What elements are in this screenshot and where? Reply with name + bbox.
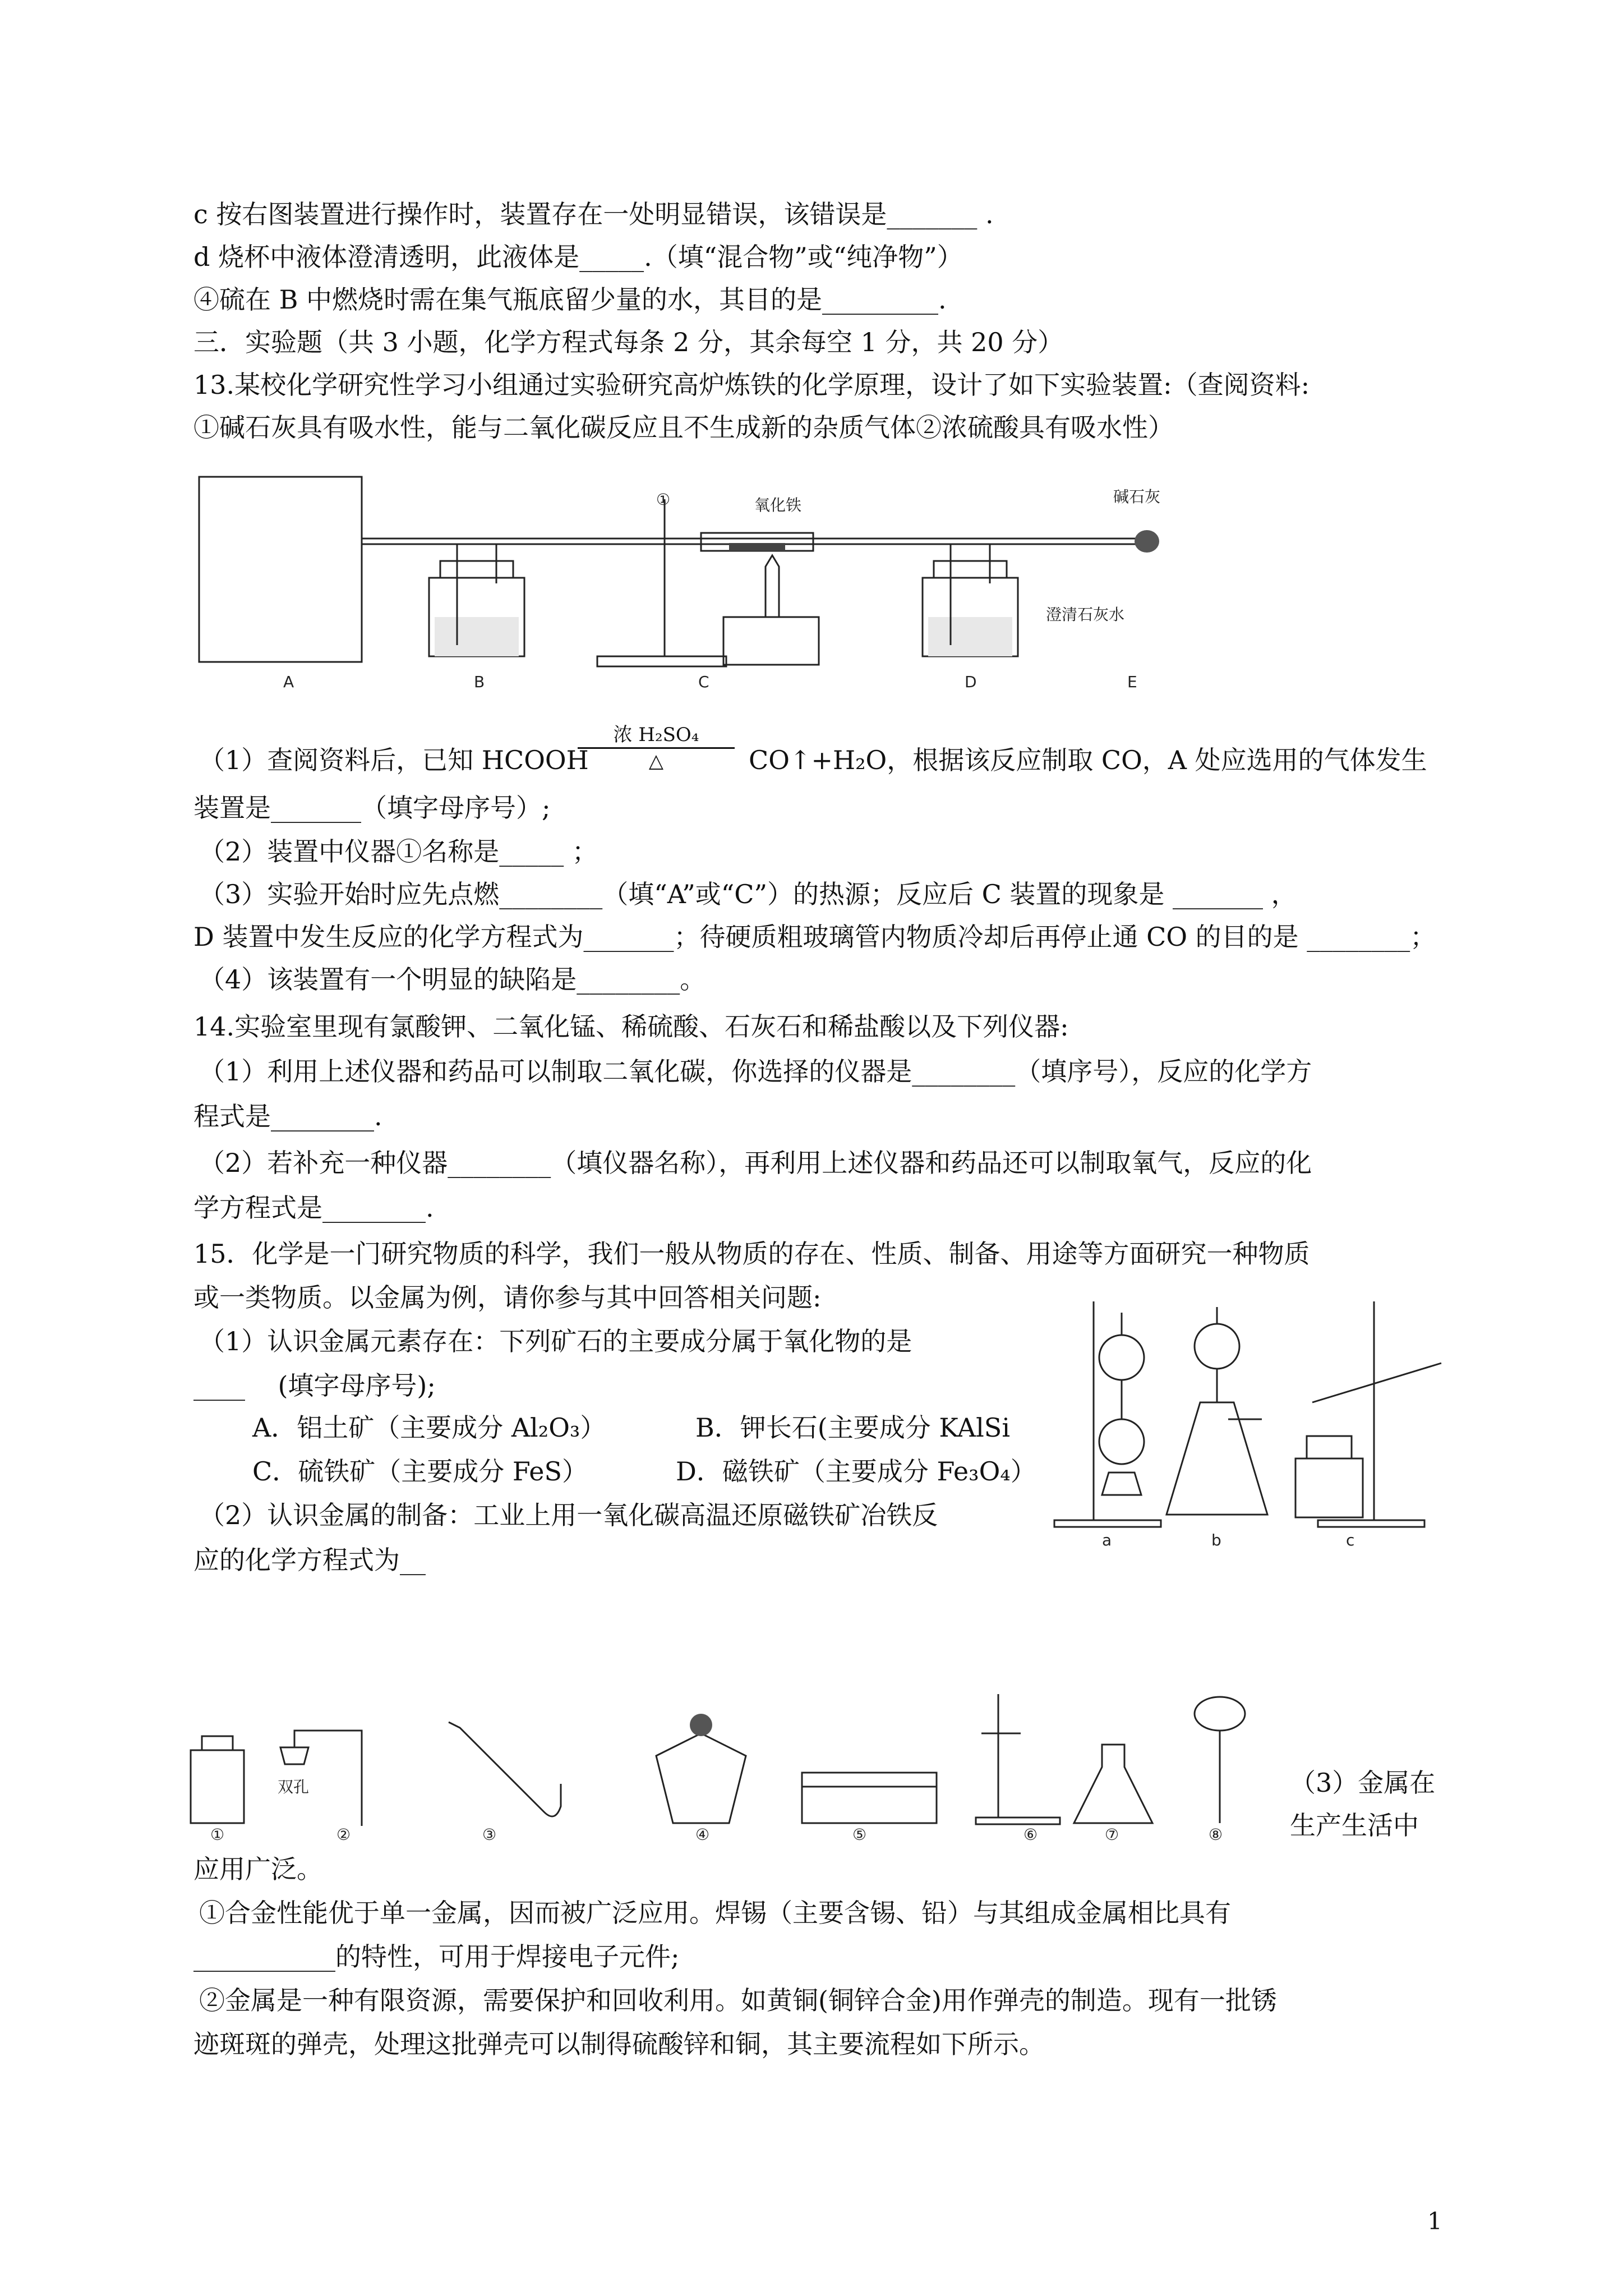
q13-part3-b: D 装置中发生反应的化学方程式为_______；待硬质粗玻璃管内物质冷却后再停止通 CO 的目的是 ________； bbox=[193, 922, 1436, 952]
label-b: B bbox=[474, 673, 485, 691]
page-number: 1 bbox=[1427, 2207, 1442, 2235]
alcohol-lamp-instrument bbox=[656, 1733, 746, 1823]
q13-part4: （4）该装置有一个明显的缺陷是________。 bbox=[199, 964, 706, 995]
q15-part2-b: 应的化学方程式为__ bbox=[193, 1545, 426, 1575]
q13-part1-b: CO↑+H₂O，根据该反应制取 CO，A 处应选用的气体发生 bbox=[749, 745, 1427, 775]
soda-lime-tube bbox=[1135, 530, 1159, 553]
text-line: ④硫在 B 中燃烧时需在集气瓶底留少量的水，其目的是_________. bbox=[193, 284, 947, 315]
long-neck-funnel bbox=[1195, 1697, 1245, 1731]
instruments-figure bbox=[179, 1683, 1273, 1844]
q14-part2-b: 学方程式是________. bbox=[193, 1193, 434, 1223]
q14-part1-a: （1）利用上述仪器和药品可以制取二氧化碳，你选择的仪器是________（填序号），反应的化学方 bbox=[199, 1056, 1312, 1087]
option-d: D．磁铁矿（主要成分 Fe₃O₄） bbox=[676, 1456, 1036, 1487]
label-n3: ③ bbox=[482, 1825, 497, 1844]
q13-part2: （2）装置中仪器①名称是_____ ； bbox=[199, 836, 598, 867]
label-n2: ② bbox=[336, 1825, 351, 1844]
reaction-condition bbox=[572, 724, 740, 772]
label-soda-lime: 碱石灰 bbox=[1113, 487, 1161, 506]
label-n1: ① bbox=[210, 1825, 225, 1844]
apparatus-figure-1 bbox=[193, 471, 1220, 696]
q13-part1-c: 装置是_______（填字母序号）; bbox=[193, 793, 551, 823]
text-line: c 按右图装置进行操作时，装置存在一处明显错误，该错误是_______ . bbox=[193, 199, 994, 229]
alcohol-lamp bbox=[723, 617, 819, 665]
reaction-catalyst: 浓 H₂SO₄ bbox=[613, 724, 699, 746]
label-d: D bbox=[965, 673, 977, 691]
option-a: A．铝土矿（主要成分 Al₂O₃） bbox=[252, 1412, 606, 1443]
q13-part1-a: （1）查阅资料后，已知 HCOOH bbox=[199, 745, 589, 775]
label-c: C bbox=[698, 673, 709, 691]
label-a: A bbox=[283, 673, 294, 691]
double-hole-stopper bbox=[280, 1747, 308, 1764]
label-fig2-c: c bbox=[1346, 1531, 1355, 1549]
label-fig2-b: b bbox=[1211, 1531, 1221, 1549]
label-n4: ④ bbox=[695, 1825, 710, 1844]
q13-part3-a: （3）实验开始时应先点燃________（填“A”或“C”）的热源；反应后 C 装置的现象是 _______ ， bbox=[199, 879, 1297, 909]
label-iron-oxide: 氧化铁 bbox=[754, 496, 802, 514]
text-line: ①碱石灰具有吸水性，能与二氧化碳反应且不生成新的杂质气体②浓硫酸具有吸水性） bbox=[193, 412, 1174, 443]
label-double-hole: 双孔 bbox=[278, 1778, 310, 1796]
section-heading: 三．实验题（共 3 小题，化学方程式每条 2 分，其余每空 1 分，共 20 分） bbox=[193, 327, 1064, 357]
option-c: C．硫铁矿（主要成分 FeS） bbox=[252, 1456, 588, 1487]
question-14: 14.实验室里现有氯酸钾、二氧化锰、稀硫酸、石灰石和稀盐酸以及下列仪器: bbox=[193, 1011, 1069, 1042]
apparatus-a-box bbox=[199, 477, 362, 662]
label-n7: ⑦ bbox=[1105, 1825, 1119, 1844]
reaction-arrow bbox=[578, 747, 735, 749]
q15-part1-a: （1）认识金属元素存在：下列矿石的主要成分属于氧化物的是 bbox=[199, 1326, 912, 1356]
q15-part3-c: 应用广泛。 bbox=[193, 1854, 322, 1884]
q15-part2-a: （2）认识金属的制备：工业上用一氧化碳高温还原磁铁矿冶铁反 bbox=[199, 1500, 938, 1530]
label-n5: ⑤ bbox=[852, 1825, 867, 1844]
label-e: E bbox=[1127, 673, 1137, 691]
apparatus-figure-2 bbox=[1049, 1279, 1447, 1548]
label-mark1: ① bbox=[656, 490, 671, 509]
q15-part3-d: ①合金性能优于单一金属，因而被广泛应用。焊锡（主要含锡、铅）与其组成金属相比具有 bbox=[199, 1898, 1231, 1928]
label-fig2-a: a bbox=[1102, 1531, 1112, 1549]
question-13: 13.某校化学研究性学习小组通过实验研究高炉炼铁的化学原理，设计了如下实验装置:（查阅资料: bbox=[193, 370, 1310, 400]
option-b: B．钾长石(主要成分 KAlSi bbox=[695, 1412, 1011, 1443]
q15-part3-e: ___________的特性，可用于焊接电子元件; bbox=[193, 1941, 680, 1972]
label-limewater: 澄清石灰水 bbox=[1046, 605, 1125, 624]
text-line: d 烧杯中液体澄清透明，此液体是_____.（填“混合物”或“纯净物”） bbox=[193, 242, 963, 272]
q14-part2-a: （2）若补充一种仪器________（填仪器名称），再利用上述仪器和药品还可以制取氧气，反应的化 bbox=[199, 1148, 1312, 1178]
q15-part3-a: （3）金属在 bbox=[1290, 1768, 1436, 1798]
q14-part1-b: 程式是________. bbox=[193, 1101, 382, 1131]
text-line: 或一类物质。以金属为例，请你参与其中回答相关问题: bbox=[193, 1282, 822, 1313]
q15-part3-b: 生产生活中 bbox=[1290, 1810, 1419, 1841]
label-n6: ⑥ bbox=[1023, 1825, 1038, 1844]
q15-part3-f: ②金属是一种有限资源，需要保护和回收利用。如黄铜(铜锌合金)用作弹壳的制造。现有一批锈 bbox=[199, 1985, 1277, 2016]
water-trough bbox=[802, 1773, 937, 1823]
iron-oxide-sample bbox=[729, 543, 785, 551]
bottle-instrument bbox=[191, 1736, 244, 1823]
label-n8: ⑧ bbox=[1209, 1825, 1223, 1844]
q15-part3-g: 迹斑斑的弹壳，处理这批弹壳可以制得硫酸锌和铜，其主要流程如下所示。 bbox=[193, 2029, 1045, 2059]
conical-flask bbox=[1074, 1745, 1152, 1823]
reaction-heat: △ bbox=[648, 750, 664, 772]
bent-tube bbox=[449, 1722, 561, 1816]
q15-part1-b: ____ (填字母序号); bbox=[193, 1370, 436, 1401]
question-15: 15．化学是一门研究物质的科学，我们一般从物质的存在、性质、制备、用途等方面研究一种物质 bbox=[193, 1239, 1310, 1269]
